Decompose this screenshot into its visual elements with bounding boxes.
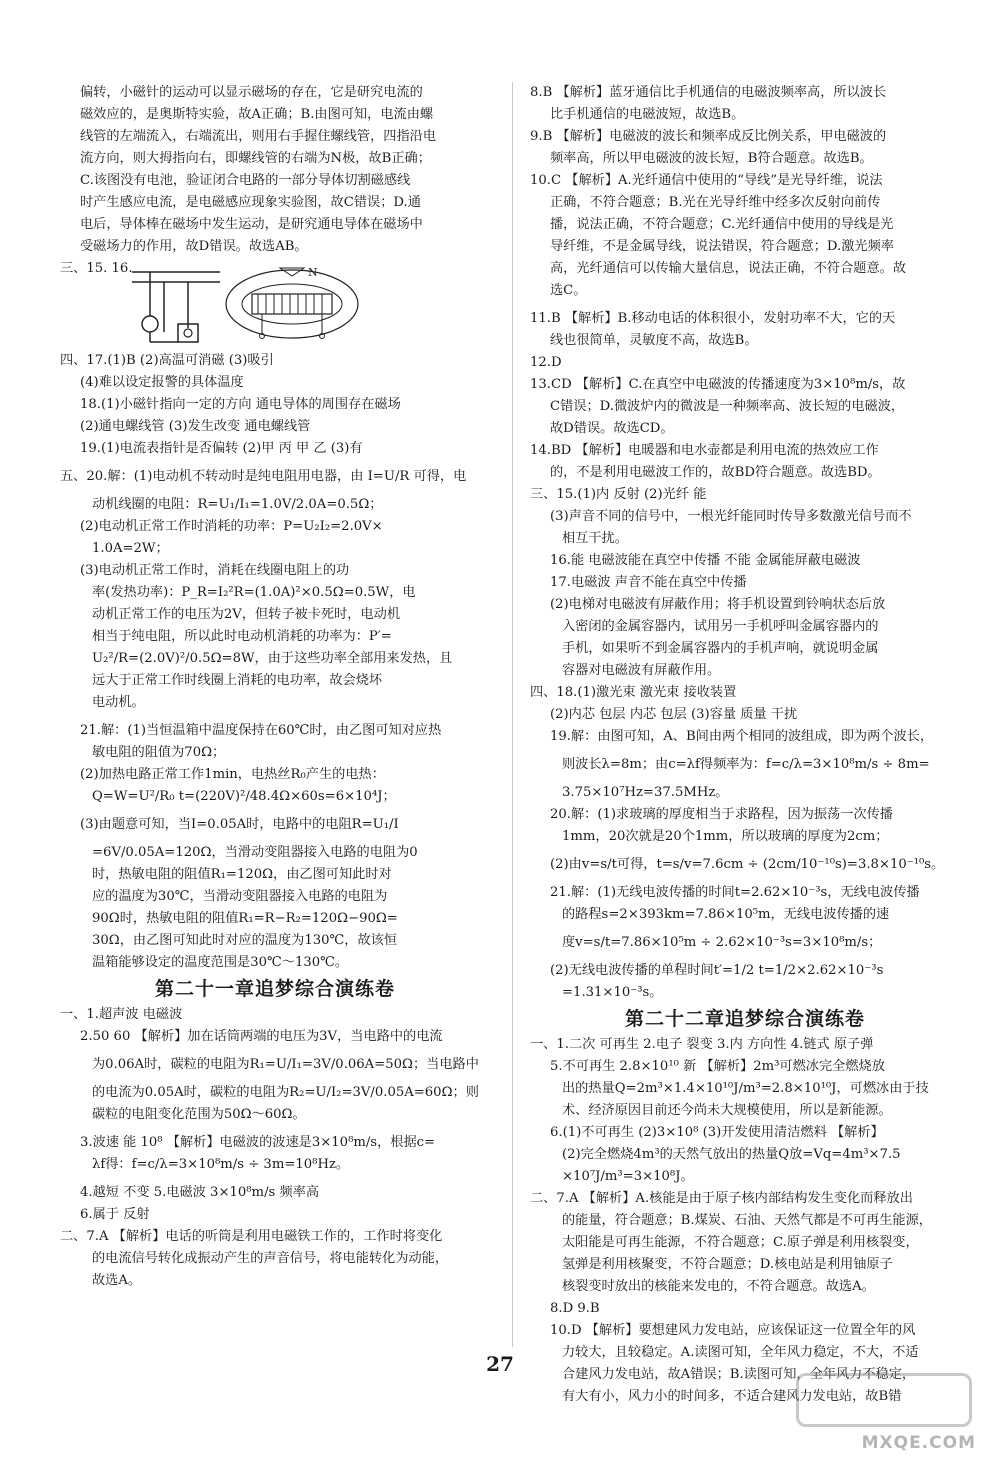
text-line: 太阳能是可再生能源，不符合题意；C.原子弹是利用核裂变， [562, 1235, 919, 1250]
text-line: 受磁场力的作用，故D错误。故选AB。 [80, 239, 308, 254]
text-line: 90Ω时，热敏电阻的阻值R₁=R−R₂=120Ω−90Ω= [92, 911, 398, 926]
text-line: (2)电梯对电磁波有屏蔽作用；将手机设置到铃响状态后放 [550, 597, 886, 612]
text-line: (2)无线电波传播的单程时间t′=1/2 t=1/2×2.62×10⁻³s [550, 963, 884, 978]
text-line: 21.解：(1)当恒温箱中温度保持在60℃时，由乙图可知对应热 [80, 723, 442, 738]
text-line: 8.D 9.B [550, 1301, 600, 1316]
text-line: 高，光纤通信可以传输大量信息，说法正确，不符合题意。故 [550, 261, 907, 276]
text-line: 为0.06A时，碳粒的电阻为R₁=U/I₁=3V/0.06A=50Ω；当电路中 [92, 1057, 479, 1072]
text-line: 比手机通信的电磁波短，故选B。 [550, 107, 745, 122]
text-line: 30Ω，由乙图可知此时对应的温度为130℃，故该恒 [92, 933, 398, 948]
text-line: 氢弹是利用核聚变，不符合题意；D.核电站是利用铀原子 [562, 1257, 893, 1272]
text-line: 有大有小，风力小的时间多，不适合建风力发电站，故B错 [562, 1389, 902, 1404]
text-line: 故选A。 [92, 1273, 142, 1288]
text-line: 二、7.A 【解析】电话的听筒是利用电磁铁工作的，工作时将变化 [60, 1229, 443, 1244]
text-line: (2)内芯 包层 内芯 包层 (3)容量 质量 干扰 [550, 707, 798, 722]
text-line: (3)电动机正常工作时，消耗在线圈电阻上的功 [80, 563, 350, 578]
text-line: 五、20.解：(1)电动机不转动时是纯电阻用电器，由 I=U/R 可得，电 [60, 469, 467, 484]
text-line: 相当于纯电阻，所以此时电动机消耗的功率为：P′= [92, 629, 392, 644]
text-line: 6.(1)不可再生 (2)3×10⁸ (3)开发使用清洁燃料 【解析】 [550, 1125, 884, 1140]
text-line: 16.能 电磁波能在真空中传播 不能 金属能屏蔽电磁波 [550, 553, 861, 568]
text-line: C错误；D.微波炉内的微波是一种频率高、波长短的电磁波， [550, 399, 905, 414]
text-line: 10.D 【解析】要想建风力发电站，应该保证这一位置全年的风 [550, 1323, 916, 1338]
text-line: 频率高，所以甲电磁波的波长短，B符合题意。故选B。 [550, 151, 873, 166]
text-line: 10.C 【解析】A.光纤通信中使用的“导线”是光导纤维，说法 [530, 173, 883, 188]
text-line: 应的温度为30℃，当滑动变阻器接入电路的电阻为 [92, 889, 388, 904]
text-line: 一、1.超声波 电磁波 [60, 1007, 183, 1022]
text-line: 一、1.二次 可再生 2.电子 裂变 3.内 方向性 4.链式 原子弹 [530, 1037, 874, 1052]
text-line: =1.31×10⁻³s。 [562, 985, 663, 1000]
text-line: 电后，导体棒在磁场中发生运动，是研究通电导体在磁场中 [80, 217, 423, 232]
north-pole-label: N [308, 266, 318, 279]
right-column [530, 82, 960, 1408]
text-line: 度v=s/t=7.86×10⁵m ÷ 2.62×10⁻³s=3×10⁸m/s； [562, 935, 882, 950]
text-line: U₂²/R=(2.0V)²/0.5Ω=8W，由于这些功率全部用来发热，且 [92, 651, 453, 666]
text-line: 电动机。 [92, 695, 145, 710]
text-line: 温箱能够设定的温度范围是30℃～130℃。 [92, 955, 349, 970]
text-line: 2.50 60 【解析】加在话筒两端的电压为3V，当电路中的电流 [80, 1029, 443, 1044]
text-line: 选C。 [550, 283, 587, 298]
text-line: 的能量，符合题意；B.煤炭、石油、天然气都是不可再生能源， [562, 1213, 932, 1228]
text-line: 术、经济原因目前还今尚未大规模使用，所以是新能源。 [562, 1103, 892, 1118]
text-line: 手机，如果听不到金属容器内的手机声响，就说明金属 [562, 641, 879, 656]
text-line: 时产生感应电流，是电磁感应现象实验图，故C错误；D.通 [80, 195, 421, 210]
section-title: 第二十二章追梦综合演练卷 [624, 1008, 865, 1030]
left-column [60, 82, 490, 1292]
figure-16-solenoid [222, 258, 362, 354]
text-line: 21.解：(1)无线电波传播的时间t=2.62×10⁻³s，无线电波传播 [550, 885, 920, 900]
text-line: 20.解：(1)求玻璃的厚度相当于求路程，因为振荡一次传播 [550, 807, 893, 822]
text-line: 正确，不符合题意；B.光在光导纤维中经多次反射向前传 [550, 195, 881, 210]
text-line: (3)声音不同的信号中，一根光纤能同时传导多数激光信号而不 [550, 509, 912, 524]
text-line: ×10⁷J/m³=3×10⁸J。 [562, 1169, 694, 1184]
text-line: 的电流为0.05A时，碳粒的电阻为R₂=U/I₂=3V/0.05A=60Ω；则 [92, 1085, 479, 1100]
text-line: 13.CD 【解析】C.在真空中电磁波的传播速度为3×10⁸m/s，故 [530, 377, 906, 392]
text-line: 1.0A=2W； [92, 541, 169, 556]
text-line: 12.D [530, 355, 562, 370]
text-line: 4.越短 不变 5.电磁波 3×10⁸m/s 频率高 [80, 1185, 320, 1200]
watermark-logo [796, 1373, 972, 1427]
text-line: (2)电动机正常工作时消耗的功率：P=U₂I₂=2.0V× [80, 519, 383, 534]
text-line: 19.(1)电流表指针是否偏转 (2)甲 丙 甲 乙 (3)有 [80, 441, 363, 456]
column-divider [512, 82, 513, 1347]
text-line: λf得：f=c/λ=3×10⁸m/s ÷ 3m=10⁸Hz。 [92, 1157, 350, 1172]
text-line: 的路程s=2×393km=7.86×10⁵m，无线电波传播的速 [562, 907, 890, 922]
text-line: 时，热敏电阻的阻值R₁=120Ω，由乙图可知此时对 [92, 867, 392, 882]
text-line: 19.解：由图可知，A、B间由两个相同的波组成，即为两个波长， [550, 729, 934, 744]
text-line: 出的热量Q=2m³×1.4×10¹⁰J/m³=2.8×10¹⁰J，可燃冰由于技 [562, 1081, 929, 1096]
text-line: 17.电磁波 声音不能在真空中传播 [550, 575, 747, 590]
text-line: 偏转，小磁针的运动可以显示磁场的存在，它是研究电流的 [80, 85, 423, 100]
text-line: 18.(1)小磁针指向一定的方向 通电导体的周围存在磁场 [80, 397, 401, 412]
text-line: 导纤维，不是金属导线，说法错误，符合题意；D.激光频率 [550, 239, 894, 254]
text-line: 的，不是利用电磁波工作的，故BD符合题意。故选BD。 [550, 465, 881, 480]
text-line: 敏电阻的阻值为70Ω； [92, 745, 226, 760]
text-line: 故D错误。故选CD。 [550, 421, 674, 436]
text-line: 3.波速 能 10⁸ 【解析】电磁波的波速是3×10⁸m/s，根据c= [80, 1135, 436, 1150]
text-line: 远大于正常工作时线圈上消耗的电功率，故会烧坏 [92, 673, 383, 688]
watermark-text: MXQE.COM [861, 1433, 976, 1453]
section-title: 第二十一章追梦综合演练卷 [154, 978, 395, 1000]
text-line: 播，说法正确，不符合题意；C.光纤通信中使用的导线是光 [550, 217, 894, 232]
text-line: 6.属于 反射 [80, 1207, 150, 1222]
text-line: Q=W=U²/R₀ t=(220V)²/48.4Ω×60s=6×10⁴J； [92, 789, 396, 804]
text-line: 四、17.(1)B (2)高温可消磁 (3)吸引 [60, 353, 274, 368]
text-line: (3)由题意可知，当I=0.05A时，电路中的电阻R=U₁/I [80, 817, 399, 832]
text-line: 碳粒的电阻变化范围为50Ω～60Ω。 [92, 1107, 306, 1122]
text-line: 入密闭的金属容器内，试用另一手机呼叫金属容器内的 [562, 619, 879, 634]
text-line: 线管的左端流入，右端流出，则用右手握住螺线管，四指沿电 [80, 129, 437, 144]
text-line: 四、18.(1)激光束 激光束 接收装置 [530, 685, 737, 700]
text-line: 1mm，20次就是20个1mm，所以玻璃的厚度为2cm； [562, 829, 889, 844]
text-line: 流方向，则大拇指向右，即螺线管的右端为N极，故B正确； [80, 151, 431, 166]
page-number: 27 [486, 1352, 514, 1376]
text-line: 三、15.(1)内 反射 (2)光纤 能 [530, 487, 707, 502]
text-line: 9.B 【解析】电磁波的波长和频率成反比例关系，甲电磁波的 [530, 129, 887, 144]
text-line: 5.不可再生 2.8×10¹⁰ 新 【解析】2m³可燃冰完全燃烧放 [550, 1059, 885, 1074]
text-line: 3.75×10⁷Hz=37.5MHz。 [562, 785, 729, 800]
figure-labels-line: 三、15. 16. [60, 261, 133, 276]
text-line: (2)完全燃烧4m³的天然气放出的热量Q放=Vq=4m³×7.5 [562, 1147, 901, 1162]
text-line: 磁效应的，是奥斯特实验，故A正确；B.由图可知，电流由螺 [80, 107, 434, 122]
text-line: 8.B 【解析】蓝牙通信比手机通信的电磁波频率高，所以波长 [530, 85, 887, 100]
text-line: 率(发热功率)：P_R=I₂²R=(1.0A)²×0.5Ω=0.5W，电 [92, 585, 416, 600]
text-line: 线也很简单，灵敏度不高，故选B。 [550, 333, 758, 348]
text-line: 14.BD 【解析】电暖器和电水壶都是利用电流的热效应工作 [530, 443, 879, 458]
text-line: C.该图没有电池，验证闭合电路的一部分导体切割磁感线 [80, 173, 411, 188]
figures-15-16 [60, 258, 490, 350]
text-line: 容器对电磁波有屏蔽作用。 [562, 663, 721, 678]
text-line: 则波长λ=8m；由c=λf得频率为：f=c/λ=3×10⁸m/s ÷ 8m= [562, 757, 930, 772]
text-line: 核裂变时放出的核能来发电的，不符合题意。故选A。 [562, 1279, 875, 1294]
text-line: (2)由v=s/t可得，t=s/v=7.6cm ÷ (2cm/10⁻¹⁰s)=3.8×10⁻¹⁰s。 [550, 857, 945, 872]
text-line: =6V/0.05A=120Ω，当滑动变阻器接入电路的电阻为0 [92, 845, 418, 860]
text-line: (4)难以设定报警的具体温度 [80, 375, 244, 390]
text-line: 合建风力发电站，故A错误；B.读图可知，全年风力不稳定， [562, 1367, 916, 1382]
text-line: 的电流信号转化成振动产生的声音信号，将电能转化为动能， [92, 1251, 449, 1266]
text-line: 力较大，且较稳定。A.读图可知，全年风力稳定，不大，不适 [562, 1345, 919, 1360]
text-line: 11.B 【解析】B.移动电话的体积很小，发射功率不大，它的天 [530, 311, 896, 326]
text-line: 动机线圈的电阻：R=U₁/I₁=1.0V/2.0A=0.5Ω； [92, 497, 383, 512]
text-line: 二、7.A 【解析】A.核能是由于原子核内部结构发生变化而释放出 [530, 1191, 913, 1206]
text-line: (2)通电螺线管 (3)发生改变 通电螺线管 [80, 419, 311, 434]
text-line: 动机正常工作的电压为2V，但转子被卡死时，电动机 [92, 607, 401, 622]
text-line: (2)加热电路正常工作1min，电热丝R₀产生的电热： [80, 767, 385, 782]
text-line: 相互干扰。 [562, 531, 628, 546]
